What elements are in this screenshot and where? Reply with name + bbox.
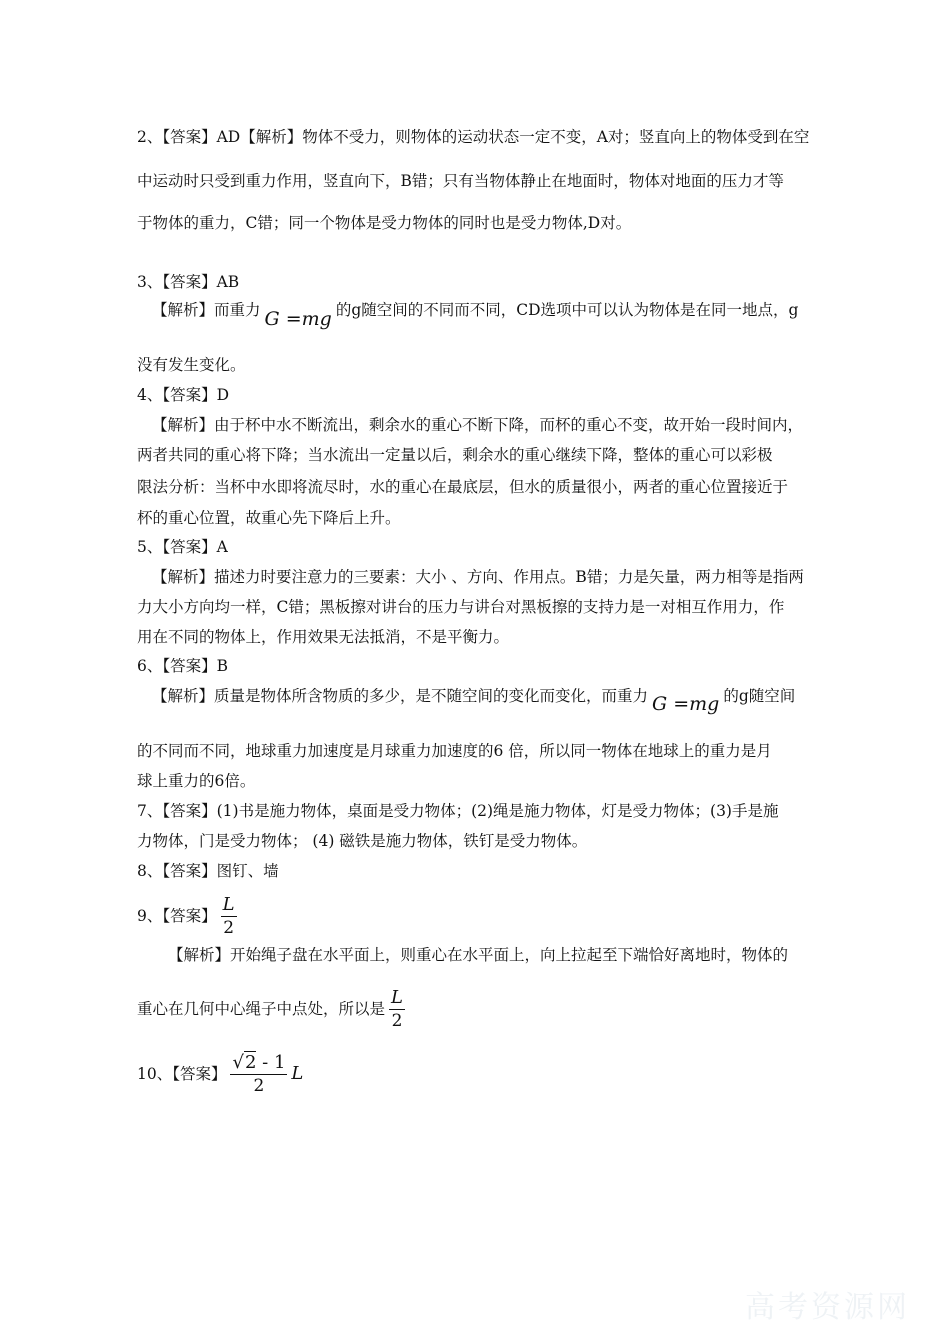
q2-line-2: 中运动时只受到重力作用，竖直向下，B错；只有当物体静止在地面时，物体对地面的压力才等 <box>137 172 784 190</box>
q9-frac2-num: L <box>391 986 403 1008</box>
q4-line-2: 两者共同的重心将下降；当水流出一定量以后，剩余水的重心继续下降，整体的重心可以彩极 <box>137 446 773 464</box>
q5-line-1: 【解析】描述力时要注意力的三要素：大小 、方向、作用点。B错；力是矢量，两力相等是指两 <box>152 568 804 586</box>
q9-fraction-2 <box>389 987 405 1032</box>
q10-sqrt-arg: 2 <box>244 1052 257 1073</box>
q4-answer: 4、【答案】D <box>137 386 230 404</box>
q3-exp-post: 的g随空间的不同而不同，CD选项中可以认为物体是在同一地点，g <box>335 301 799 319</box>
q9-line-2 <box>137 983 409 1034</box>
q9-answer <box>137 890 241 941</box>
q6-formula: G =mg <box>652 693 720 715</box>
q3-formula: G =mg <box>264 308 332 330</box>
q4-line-3: 限法分析：当杯中水即将流尽时，水的重心在最底层，但水的质量很小，两者的重心位置接近于 <box>137 478 789 496</box>
q10-frac-num: √2 - 1 <box>232 1052 286 1073</box>
q6-line-2: 的不同而不同，地球重力加速度是月球重力加速度的6 倍，所以同一物体在地球上的重力是月 <box>137 742 772 760</box>
q9-fraction <box>221 894 237 939</box>
q9-line-2-text: 重心在几何中心绳子中点处，所以是 <box>137 1000 386 1018</box>
q6-explanation <box>152 686 796 715</box>
q9-frac-num: L <box>222 893 235 915</box>
q7-line-2: 力物体，门是受力物体； (4) 磁铁是施力物体，铁钉是受力物体。 <box>137 832 588 850</box>
q6-line-3: 球上重力的6倍。 <box>137 772 256 790</box>
q9-answer-label: 9、【答案】 <box>137 907 217 925</box>
q8-line-1: 8、【答案】图钉、墙 <box>137 862 279 880</box>
q4-line-1: 【解析】由于杯中水不断流出，剩余水的重心不断下降，而杯的重心不变，故开始一段时间内， <box>152 416 804 434</box>
q10-fraction <box>230 1051 287 1097</box>
q3-explanation <box>152 300 799 330</box>
watermark: 高考资源网 <box>745 1290 910 1325</box>
q2-line-3: 于物体的重力，C错；同一个物体是受力物体的同时也是受力物体,D对。 <box>137 214 632 232</box>
q3-answer: 3、【答案】AB <box>137 273 240 291</box>
q2-line-1: 2、【答案】AD【解析】物体不受力，则物体的运动状态一定不变，A对；竖直向上的物体受到在空 <box>137 128 810 146</box>
q5-line-2: 力大小方向均一样，C错；黑板擦对讲台的压力与讲台对黑板擦的支持力是一对相互作用力，作 <box>137 598 785 616</box>
q10-answer <box>137 1048 303 1099</box>
q7-line-1: 7、【答案】(1)书是施力物体，桌面是受力物体；(2)绳是施力物体，灯是受力物体；(3)手是施 <box>137 802 779 820</box>
q5-line-3: 用在不同的物体上，作用效果无法抵消，不是平衡力。 <box>137 628 510 646</box>
q10-frac-den: 2 <box>253 1076 265 1096</box>
q10-num-rest: - 1 <box>256 1052 286 1073</box>
q3-exp-pre: 【解析】而重力 <box>152 301 261 319</box>
q4-line-4: 杯的重心位置，故重心先下降后上升。 <box>137 509 401 527</box>
q6-exp-pre: 【解析】质量是物体所含物质的多少，是不随空间的变化而变化，而重力 <box>152 687 649 705</box>
q6-answer: 6、【答案】B <box>137 657 229 675</box>
q9-frac2-den: 2 <box>391 1010 403 1031</box>
q6-exp-post: 的g随空间 <box>723 687 796 705</box>
q3-line-2: 没有发生变化。 <box>137 356 246 374</box>
q10-answer-label: 10、【答案】 <box>137 1065 227 1083</box>
q9-line-1: 【解析】开始绳子盘在水平面上，则重心在水平面上，向上拉起至下端恰好离地时，物体的 <box>168 946 789 964</box>
q9-frac-den: 2 <box>223 917 235 938</box>
q5-answer: 5、【答案】A <box>137 538 228 556</box>
q10-suffix: L <box>291 1063 304 1084</box>
